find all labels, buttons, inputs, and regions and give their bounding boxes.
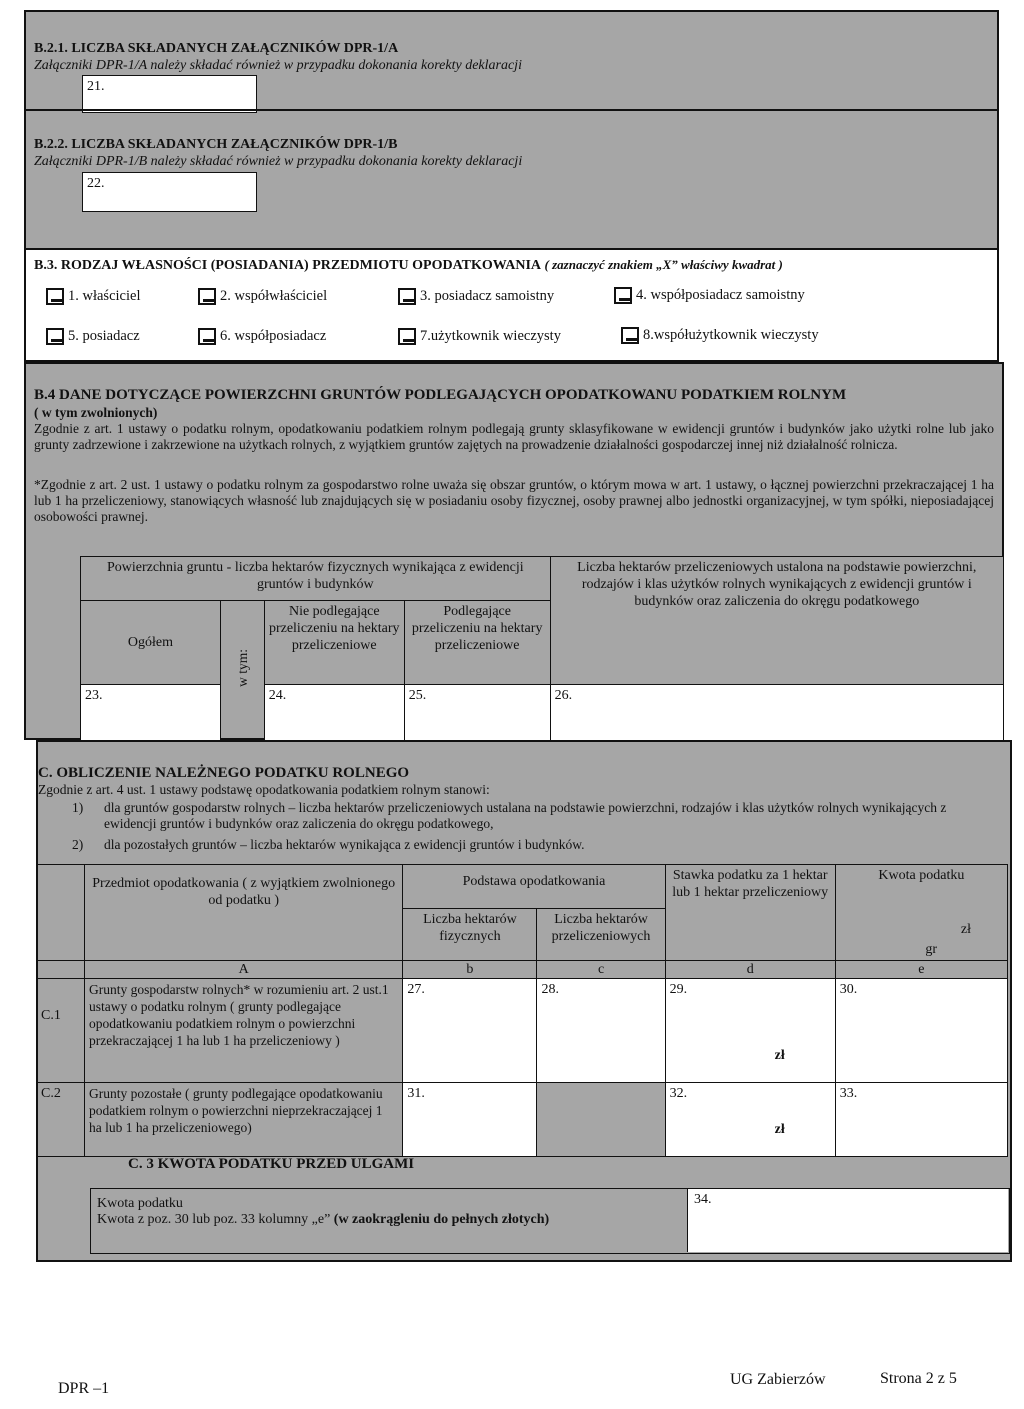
b4-h-subj: Podlegające przeliczeniu na hektary przeliczeniowe [404, 601, 550, 685]
b3-heading [34, 256, 783, 274]
c-col-c: c [537, 961, 665, 979]
checkbox-icon[interactable] [198, 288, 216, 305]
c-item2-num: 2) [72, 837, 84, 852]
row-c1-desc: Grunty gospodarstw rolnych* w rozumieniu art. 2 ust.1 ustawy o podatku rolnym ( grunty podlegające opodatkowaniu podatkiem rolnym o powierzchni przekraczającej 1 ha lub 1 ha przeliczeniowy ) [85, 979, 403, 1083]
c-h-subject: Przedmiot opodatkowania ( z wyjątkiem zwolnionego od podatku ) [85, 865, 403, 961]
option-wlasciciel[interactable]: 1. właściciel [46, 288, 140, 305]
c3-label1: Kwota podatku [97, 1196, 183, 1211]
field-30[interactable]: 30. [835, 979, 1007, 1083]
row-c2-zl: zł [774, 1122, 785, 1137]
b3-hint: ( zaznaczyć znakiem „X” właściwy kwadrat ) [544, 257, 783, 272]
c3-label-cell [91, 1189, 688, 1252]
option-posiadacz-samoistny[interactable]: 3. posiadacz samoistny [398, 288, 554, 305]
c-h-base: Podstawa opodatkowania [403, 865, 665, 909]
b4-h-conv: Liczba hektarów przeliczeniowych ustalona na podstawie powierzchni, rodzajów i klas użytków rolnych wynikających z ewidencji gruntów i budynków oraz zaliczenia do okręgu podatkowego [550, 557, 1003, 685]
c-item2: dla pozostałych gruntów – liczba hektarów wynikająca z ewidencji gruntów i budynków. [104, 837, 585, 852]
c-table [36, 864, 1008, 1157]
b22-title: B.2.2. LICZBA SKŁADANYCH ZAŁĄCZNIKÓW DPR-1/B [34, 137, 398, 152]
checkbox-icon[interactable] [398, 328, 416, 345]
b4-h-area: Powierzchnia gruntu - liczba hektarów fizycznych wynikająca z ewidencji gruntów i budynków [81, 557, 551, 601]
c-item1-num: 1) [72, 800, 84, 815]
row-c1-zl: zł [774, 1048, 785, 1063]
section-b2 [24, 10, 999, 250]
c-col-d: d [665, 961, 835, 979]
b4-h-notsubj: Nie podlegające przeliczeniu na hektary przeliczeniowe [264, 601, 404, 685]
c-h-blank [37, 865, 85, 961]
c-h-gr: gr [925, 942, 937, 957]
c3-label2: Kwota z poz. 30 lub poz. 33 kolumny „e” (w zaokrągleniu do pełnych złotych) [97, 1212, 550, 1227]
option-wspolposiadacz[interactable]: 6. współposiadacz [198, 328, 326, 345]
b3-title: B.3. RODZAJ WŁASNOŚCI (POSIADANIA) PRZEDMIOTU OPODATKOWANIA [34, 258, 542, 273]
c3-box [90, 1188, 1010, 1254]
checkbox-icon[interactable] [198, 328, 216, 345]
field-31[interactable]: 31. [403, 1083, 537, 1157]
field-25[interactable]: 25. [404, 685, 550, 741]
b21-note: Załączniki DPR-1/A należy składać również w przypadku dokonania korekty deklaracji [34, 58, 522, 73]
option-wspolwlasciciel[interactable]: 2. współwłaściciel [198, 288, 327, 305]
c-item1: dla gruntów gospodarstw rolnych – liczba hektarów przeliczeniowych ustalana na podstawie powierzchni, rodzajów i klas użytków rolnych wynikających z ewidencji gruntów i budynków oraz zaliczenia do okręgu podatkowego, [104, 800, 947, 831]
option-wspoluzytkownik-wieczysty[interactable]: 8.współużytkownik wieczysty [621, 327, 819, 344]
field-33[interactable]: 33. [835, 1083, 1007, 1157]
checkbox-icon[interactable] [398, 288, 416, 305]
c-h-conv: Liczba hektarów przeliczeniowych [537, 909, 665, 961]
b4-title: B.4 DANE DOTYCZĄCE POWIERZCHNI GRUNTÓW PODLEGAJĄCYCH OPODATKOWANU PODATKIEM ROLNYM [34, 387, 847, 403]
c-col-a: A [85, 961, 403, 979]
option-uzytkownik-wieczysty[interactable]: 7.użytkownik wieczysty [398, 328, 561, 345]
b4-text2: *Zgodnie z art. 2 ust. 1 ustawy o podatku rolnym za gospodarstwo rolne uważa się obszar gruntów, o którym mowa w art. 1 ustawy, o łącznej powierzchni przekraczającej 1 ha lub 1 ha przeliczeniowy, stanowiących własność lub znajdujących się w posiadaniu osoby fizycznej, osoby prawnej albo jednostki organizacyjnej, w tym spółki, nieposiadającej osobowości prawnej. [34, 477, 994, 524]
b22-field[interactable]: 22. [82, 172, 257, 212]
checkbox-icon[interactable] [621, 327, 639, 344]
c3-title: C. 3 KWOTA PODATKU PRZED ULGAMI [128, 1156, 415, 1172]
b22-note: Załączniki DPR-1/B należy składać również w przypadku dokonania korekty deklaracji [34, 154, 523, 169]
row-c1-code: C.1 [37, 979, 85, 1083]
c-intro: Zgodnie z art. 4 ust. 1 ustawy podstawę opodatkowania podatkiem rolnym stanowi: [38, 782, 490, 797]
field-28[interactable]: 28. [537, 979, 665, 1083]
field-23[interactable]: 23. [81, 685, 221, 741]
field-34[interactable]: 34. [688, 1189, 1008, 1252]
c-h-amount: Kwota podatku zł gr [835, 865, 1007, 961]
b4-h-total: Ogółem [81, 601, 221, 685]
b4-table [80, 556, 1004, 741]
checkbox-icon[interactable] [614, 287, 632, 304]
b4-text1: Zgodnie z art. 1 ustawy o podatku rolnym, opodatkowaniu podatkiem rolnym podlegają grunty sklasyfikowane w ewidencji gruntów i budynków jako użytki rolne lub jako grunty zadrzewione i zakrzewione na użytkach rolnych, z wyjątkiem gruntów zajętych na prowadzenie działalności gospodarczej innej niż działalność rolnicza. [34, 421, 994, 452]
c-col-b: b [403, 961, 537, 979]
c-h-phys: Liczba hektarów fizycznych [403, 909, 537, 961]
checkbox-icon[interactable] [46, 288, 64, 305]
option-wspolposiadacz-samoistny[interactable]: 4. współposiadacz samoistny [614, 287, 805, 304]
row-c2-blank [537, 1083, 665, 1157]
field-26[interactable]: 26. [550, 685, 1003, 741]
footer-page: Strona 2 z 5 [880, 1370, 957, 1387]
row-c2-desc: Grunty pozostałe ( grunty podlegające opodatkowaniu podatkiem rolnym o powierzchni nieprzekraczającej 1 ha lub 1 ha przeliczeniowego) [85, 1083, 403, 1157]
b4-subtitle: ( w tym zwolnionych) [34, 405, 158, 420]
footer-form-id: DPR –1 [58, 1380, 110, 1397]
checkbox-icon[interactable] [46, 328, 64, 345]
c-title: C. OBLICZENIE NALEŻNEGO PODATKU ROLNEGO [38, 765, 410, 781]
footer-office: UG Zabierzów [730, 1371, 826, 1388]
b2-divider [26, 109, 997, 111]
section-b3 [24, 248, 999, 362]
b21-title: B.2.1. LICZBA SKŁADANYCH ZAŁĄCZNIKÓW DPR-1/A [34, 41, 399, 56]
c-h-rate: Stawka podatku za 1 hektar lub 1 hektar przeliczeniowy [665, 865, 835, 961]
c-col-e: e [835, 961, 1007, 979]
b21-field[interactable]: 21. [82, 75, 257, 113]
field-27[interactable]: 27. [403, 979, 537, 1083]
b4-h-intym: w tym: [220, 601, 264, 741]
row-c2-code: C.2 [37, 1083, 85, 1157]
field-24[interactable]: 24. [264, 685, 404, 741]
option-posiadacz[interactable]: 5. posiadacz [46, 328, 140, 345]
field-32[interactable]: 32. zł [665, 1083, 835, 1157]
field-29[interactable]: 29. zł [665, 979, 835, 1083]
c-h-zl: zł [960, 922, 971, 937]
